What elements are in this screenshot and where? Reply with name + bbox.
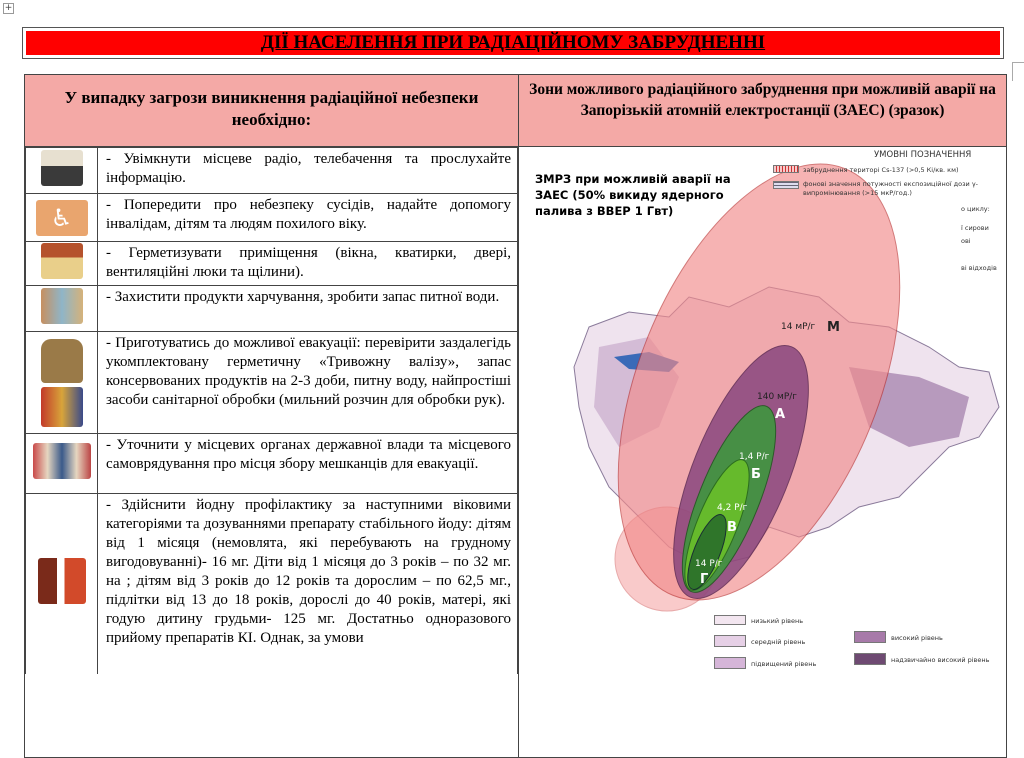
crowd-icon	[33, 443, 91, 479]
page-edge-marker	[1012, 62, 1024, 81]
map-title: ЗМРЗ при можливій аварії на ЗАЕС (50% викиду ядерного палива з ВВЕР 1 Гвт)	[535, 172, 731, 218]
zone-b-letter: Б	[751, 467, 761, 482]
zone-g-dose: 14 Р/г	[695, 559, 723, 569]
action-icon-cell	[26, 242, 98, 286]
main-table	[24, 74, 1007, 758]
list-item: - Увімкнути місцеве радіо, телебачення та прослухайте інформацію.	[98, 148, 518, 194]
actions-list	[25, 147, 518, 674]
legend-item-gamma: фонові значення потужності експозиційної дози γ-випромінювання (>15 мкР/год.)	[803, 180, 979, 197]
side-note: ві відходів	[961, 264, 997, 272]
backpack-icon	[41, 339, 83, 383]
left-header: У випадку загрози виникнення радіаційної небезпеки необхідно:	[25, 75, 519, 147]
action-icon-cell	[26, 286, 98, 332]
legend-level-very-high: надзвичайно високий рівень	[891, 656, 990, 664]
legend-level-elevated: підвищений рівень	[751, 660, 817, 668]
legend-level-low: низький рівень	[751, 617, 804, 625]
list-item: - Попередити про небезпеку сусідів, надайте допомогу інвалідам, дітям та людям похилого віку.	[98, 194, 518, 242]
zone-m-letter: М	[827, 320, 840, 335]
legend-swatch-cs137	[773, 165, 799, 173]
title-banner	[22, 27, 1004, 59]
table-move-handle-icon[interactable]: +	[4, 3, 13, 13]
list-item: - Захистити продукти харчування, зробити запас питної води.	[98, 286, 518, 332]
legend-level-high: високий рівень	[891, 634, 943, 642]
side-note: ї сирови	[961, 224, 989, 232]
luggage-icon	[41, 387, 83, 427]
right-header: Зони можливого радіаційного забруднення при можливій аварії на Запорізькій атомній електростанції (ЗАЕС) (зразок)	[519, 75, 1007, 147]
zone-v-dose: 4,2 Р/г	[717, 503, 748, 513]
house-icon	[41, 243, 83, 279]
legend-item-cs137: забруднення територі Cs-137 (>0,5 Кі/кв. км)	[803, 166, 959, 174]
legend-swatch-very-high	[854, 653, 886, 665]
zone-g-letter: Г	[700, 572, 709, 587]
action-icon-cell	[26, 332, 98, 434]
legend-swatch-low	[714, 615, 746, 625]
action-icon-cell	[26, 148, 98, 194]
legend-swatch-elevated	[714, 657, 746, 669]
action-icon-cell	[26, 434, 98, 494]
list-item: - Приготуватись до можливої евакуації: перевірити заздалегідь укомплектовану герметичну «Тривожну валізу», запас консервованих продуктів на 2-3 доби, питну воду, найпростіші засоби санітарної обробки (мильний розчин для обробки рук).	[98, 332, 518, 434]
action-icon-cell	[26, 494, 98, 674]
legend-level-medium: середній рівень	[751, 638, 806, 646]
legend-title: УМОВНІ ПОЗНАЧЕННЯ	[874, 150, 972, 160]
zone-b-dose: 1,4 Р/г	[739, 452, 770, 462]
zone-m-dose: 14 мР/г	[781, 322, 816, 332]
list-item: - Здійснити йодну профілактику за наступними віковими категоріями та дозуваннями препарату стабільного йоду: дітям від 1 місяця (немовлята, які перебувають на грудному вигодовуванні)- 16 мг. Діти від 1 місяця до 3 років – по 32 мг. на ; дітям від 3 років до 12 років та дорослим – по 62,5 мг., підлітки від 13 до 18 років, дорослі до 40 років, матері, які годую дитину грудьми- 125 мг. Достатньо одноразового прийому препаратів КІ. Однак, за умови	[98, 494, 518, 674]
list-item: - Уточнити у місцевих органах державної влади та місцевого самоврядування про місця збору мешканців для евакуації.	[98, 434, 518, 494]
actions-column	[25, 147, 519, 758]
zone-a-letter: А	[775, 407, 786, 422]
zone-a-dose: 140 мР/г	[757, 392, 798, 402]
food-storage-icon	[41, 288, 83, 324]
side-note: ові	[961, 237, 971, 245]
radio-tv-icon	[41, 150, 83, 186]
radiation-zone-map	[519, 147, 1005, 687]
side-note: о циклу:	[961, 205, 990, 213]
legend-swatch-high	[854, 631, 886, 643]
disabled-person-icon: ♿	[36, 200, 88, 236]
iodine-medicine-icon	[38, 558, 86, 604]
legend-swatch-gamma	[773, 181, 799, 189]
zone-v-letter: В	[727, 520, 737, 535]
page-title: ДІЇ НАСЕЛЕННЯ ПРИ РАДІАЦІЙНОМУ ЗАБРУДНЕННІ	[26, 31, 1000, 55]
list-item: - Герметизувати приміщення (вікна, кватирки, двері, вентиляційні люки та щілини).	[98, 242, 518, 286]
action-icon-cell	[26, 194, 98, 242]
legend-swatch-medium	[714, 635, 746, 647]
map-cell	[519, 147, 1007, 758]
